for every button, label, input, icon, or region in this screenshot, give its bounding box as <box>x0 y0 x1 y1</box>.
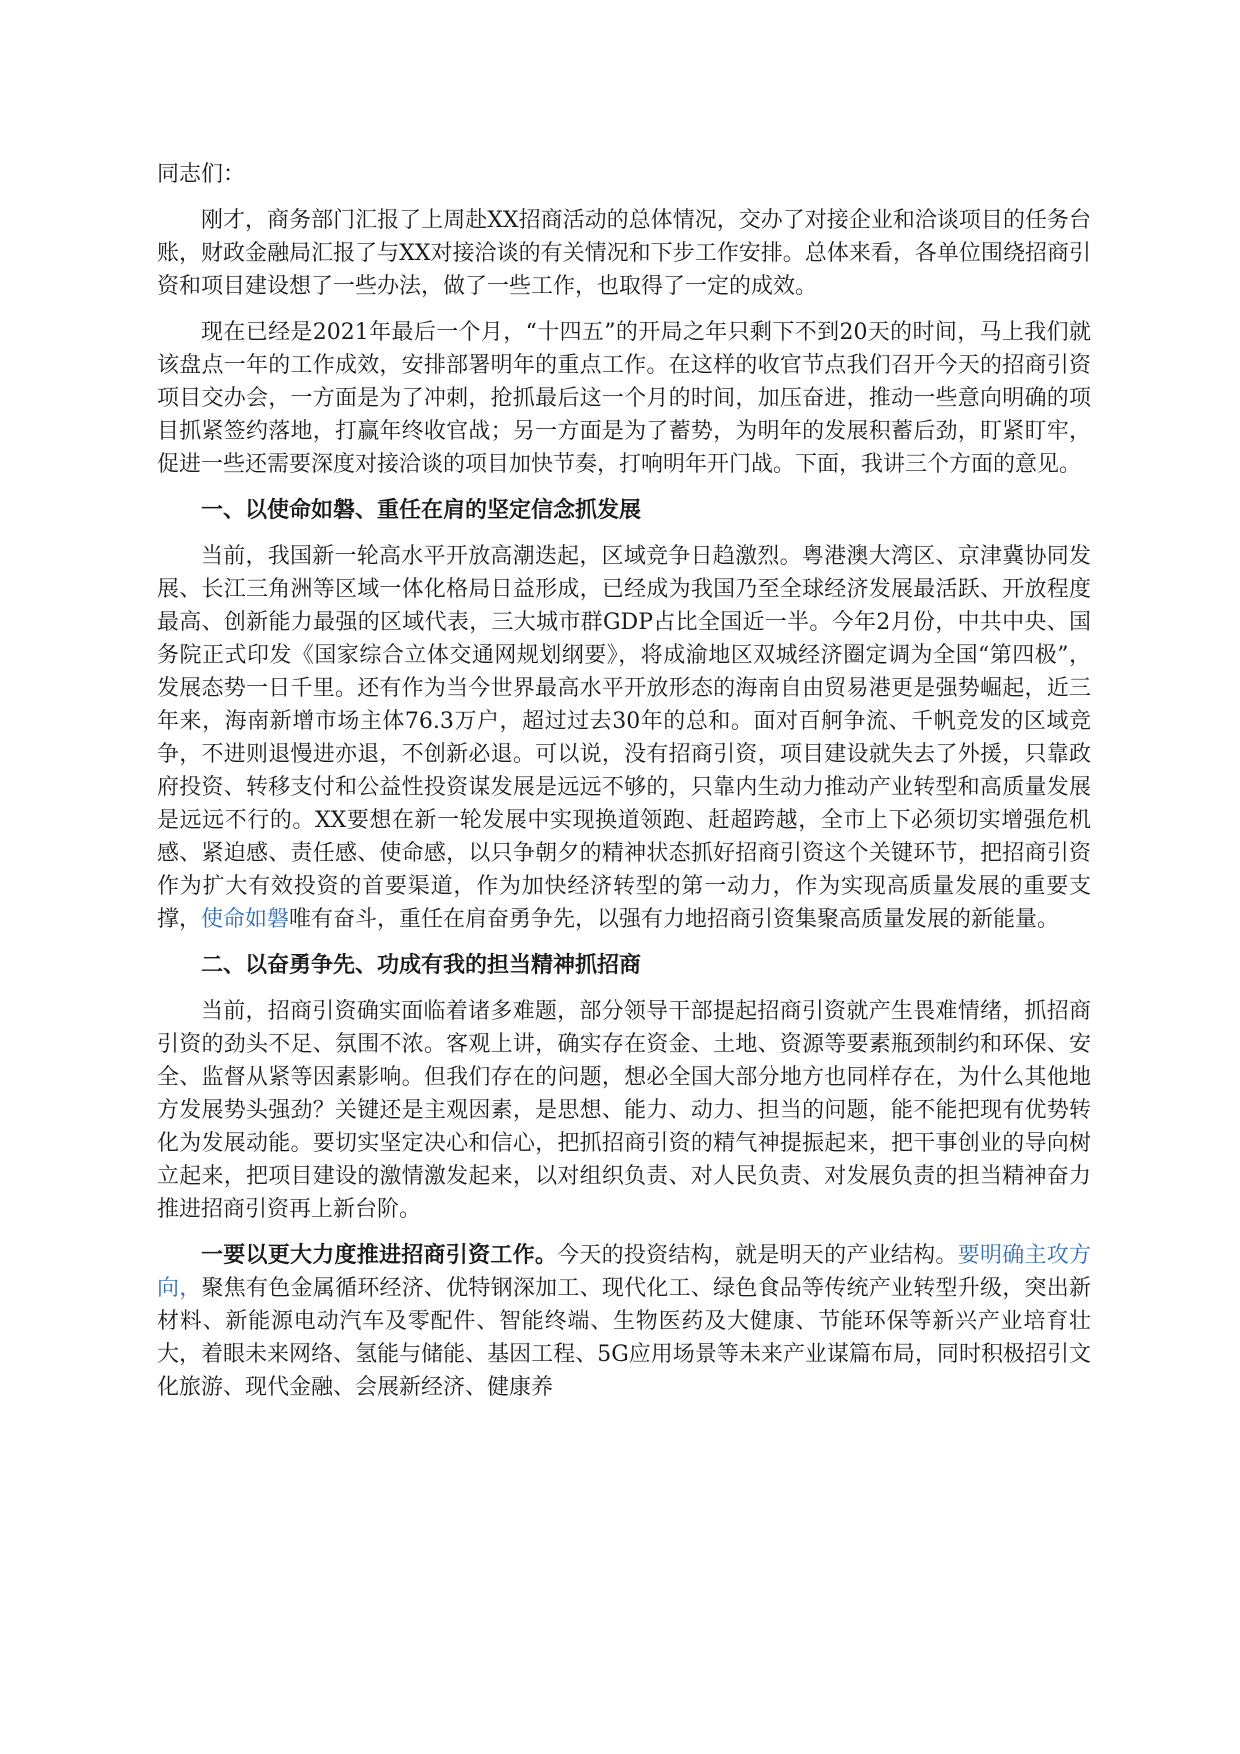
paragraph-investment <box>157 1239 1091 1404</box>
paragraph-text: 今天的投资结构，就是明天的产业结构。 <box>557 1243 958 1268</box>
paragraph-section-2: 当前，招商引资确实面临着诸多难题，部分领导干部提起招商引资就产生畏难情绪，抓招商引资的劲头不足、氛围不浓。客观上讲，确实存在资金、土地、资源等要素瓶颈制约和环保、安全、监督从紧等因素影响。但我们存在的问题，想必全国大部分地方也同样存在，为什么其他地方发展势头强劲？关键还是主观因素，是思想、能力、动力、担当的问题，能不能把现有优势转化为发展动能。要切实坚定决心和信心，把抓招商引资的精气神提振起来，把干事创业的导向树立起来，把项目建设的激情激发起来，以对组织负责、对人民负责、对发展负责的担当精神奋力推进招商引资再上新台阶。 <box>157 999 1091 1222</box>
paragraph-opening: 刚才，商务部门汇报了上周赴XX招商活动的总体情况，交办了对接企业和洽谈项目的任务台账，财政金融局汇报了与XX对接洽谈的有关情况和下步工作安排。总体来看，各单位围绕招商引资和项目建设想了一些办法，做了一些工作，也取得了一定的成效。 <box>157 208 1091 299</box>
highlight-link-mission[interactable]: 使命如磐 <box>201 907 290 932</box>
paragraph-section-1 <box>157 540 1091 936</box>
section-heading-1: 一、以使命如磐、重任在肩的坚定信念抓发展 <box>201 497 642 523</box>
paragraph-text: 当前，我国新一轮高水平开放高潮迭起，区域竞争日趋激烈。粤港澳大湾区、京津冀协同发展、长江三角洲等区域一体化格局日益形成，已经成为我国乃至全球经济发展最活跃、开放程度最高、创新能力最强的区域代表，三大城市群GDP占比全国近一半。今年2月份，中共中央、国务院正式印发《国家综合立体交通网规划纲要》，将成渝地区双城经济圈定调为全国“第四极”，发展态势一日千里。还有作为当今世界最高水平开放形态的海南自由贸易港更是强势崛起，近三年来，海南新增市场主体76.3万户，超过过去30年的总和。面对百舸争流、千帆竞发的区域竞争，不进则退慢进亦退，不创新必退。可以说，没有招商引资，项目建设就失去了外援，只靠政府投资、转移支付和公益性投资谋发展是远远不够的，只靠内生动力推动产业转型和高质量发展是远远不行的。XX要想在新一轮发展中实现换道领跑、赶超跨越，全市上下必须切实增强危机感、紧迫感、责任感、使命感，以只争朝夕的精神状态抓好招商引资这个关键环节，把招商引资作为扩大有效投资的首要渠道，作为加快经济转型的第一动力，作为实现高质量发展的重要支撑， <box>157 544 1091 932</box>
paragraph-text: 聚焦有色金属循环经济、优特钢深加工、现代化工、绿色食品等传统产业转型升级，突出新材料、新能源电动汽车及零配件、智能终端、生物医药及大健康、节能环保等新兴产业培育壮大，着眼未来网络、氢能与储能、基因工程、5G应用场景等未来产业谋篇布局，同时积极招引文化旅游、现代金融、会展新经济、健康养 <box>157 1276 1091 1400</box>
paragraph-context: 现在已经是2021年最后一个月，“十四五”的开局之年只剩下不到20天的时间，马上我们就该盘点一年的工作成效，安排部署明年的重点工作。在这样的收官节点我们召开今天的招商引资项目交办会，一方面是为了冲刺，抢抓最后这一个月的时间，加压奋进，推动一些意向明确的项目抓紧签约落地，打赢年终收官战；另一方面是为了蓄势，为明年的发展积蓄后劲，盯紧盯牢，促进一些还需要深度对接洽谈的项目加快节奏，打响明年开门战。下面，我讲三个方面的意见。 <box>157 320 1091 477</box>
paragraph-lead: 一要以更大力度推进招商引资工作。 <box>201 1242 558 1268</box>
salutation: 同志们： <box>157 162 246 187</box>
highlight-link-direction[interactable]: 要明确主攻方向， <box>157 1243 1091 1301</box>
paragraph-text: 唯有奋斗，重任在肩奋勇争先，以强有力地招商引资集聚高质量发展的新能量。 <box>289 907 1060 932</box>
document-page <box>157 158 1091 1417</box>
section-heading-2: 二、以奋勇争先、功成有我的担当精神抓招商 <box>201 952 642 978</box>
